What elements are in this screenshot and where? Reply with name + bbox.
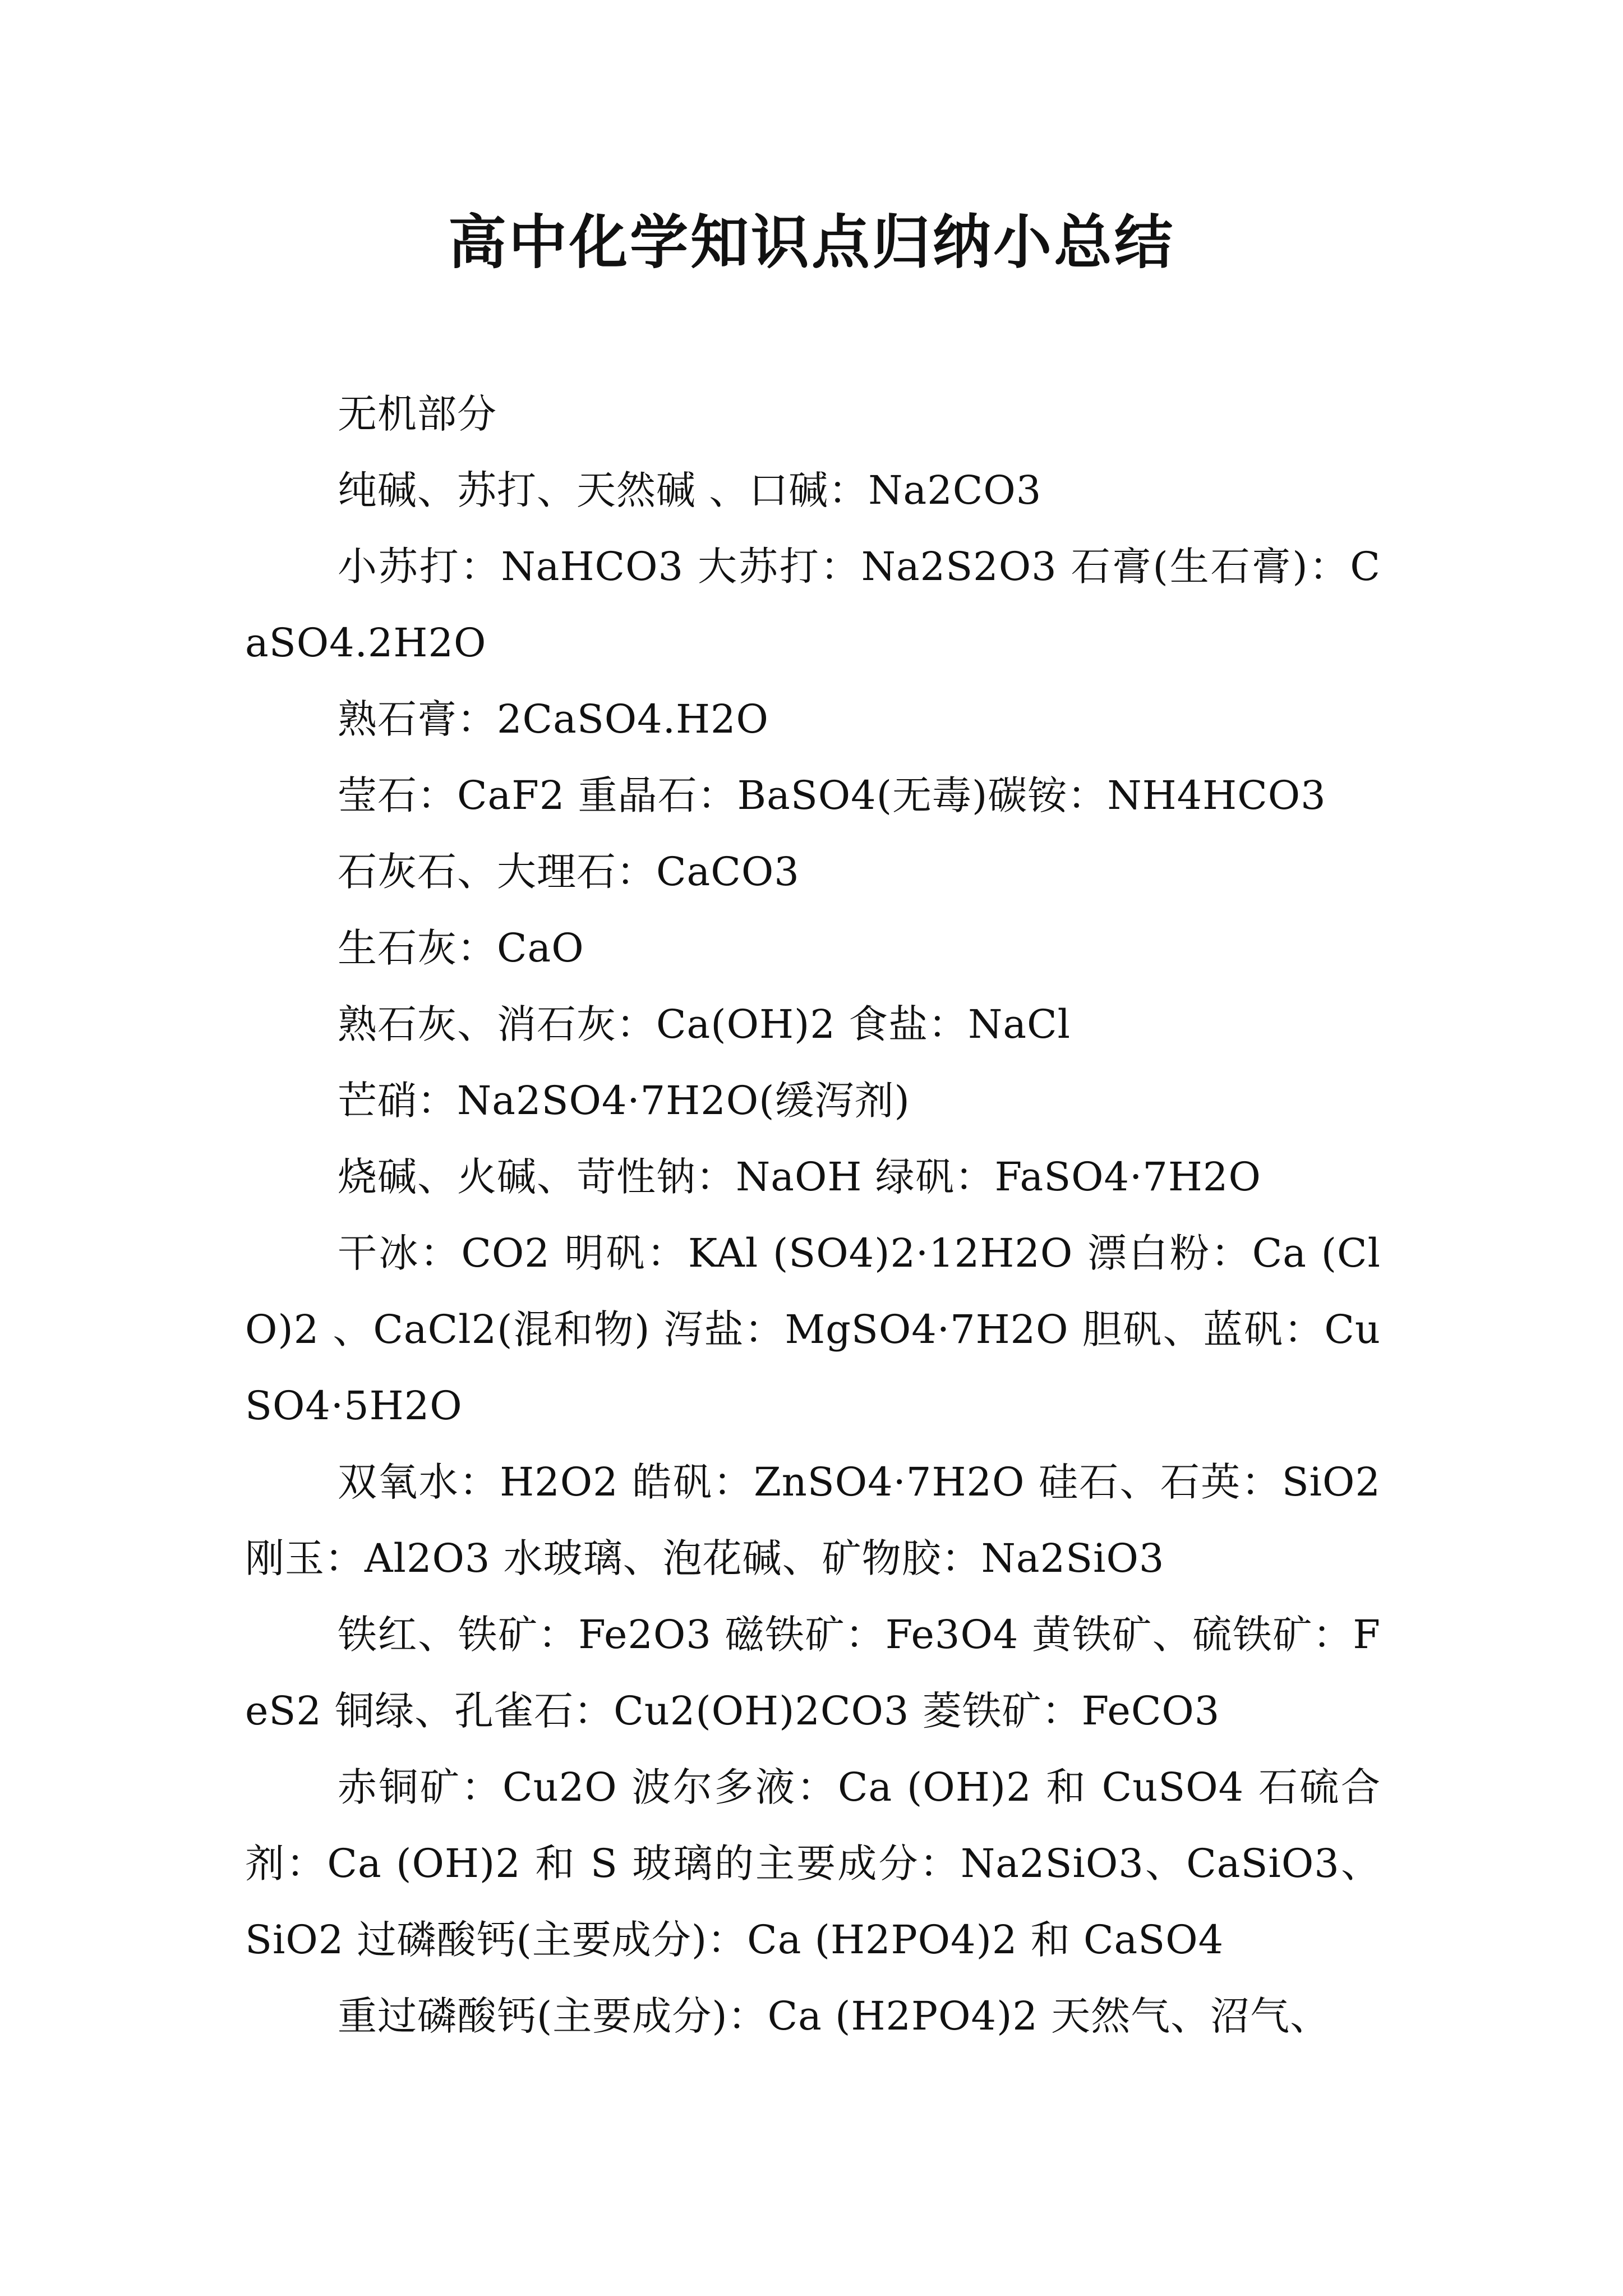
paragraph: 莹石：CaF2 重晶石：BaSO4(无毒)碳铵：NH4HCO3 [338, 772, 1326, 818]
paragraph: 生石灰：CaO [338, 925, 584, 971]
paragraph: 石灰石、大理石：CaCO3 [338, 849, 800, 895]
paragraph: 铁红、铁矿：Fe2O3 磁铁矿：Fe3O4 黄铁矿、硫铁矿：FeS2 铜绿、孔雀石：Cu2(OH)2CO3 菱铁矿：FeCO3 [245, 1612, 1381, 1734]
document-title: 高中化学知识点归纳小总结 [448, 208, 1175, 277]
paragraph: 芒硝：Na2SO4·7H2O(缓泻剂) [338, 1078, 910, 1124]
paragraph: 纯碱、苏打、天然碱 、口碱：Na2CO3 [338, 467, 1042, 513]
paragraph: 赤铜矿：Cu2O 波尔多液：Ca (OH)2 和 CuSO4 石硫合剂：Ca (OH)2 和 S 玻璃的主要成分：Na2SiO3、CaSiO3、SiO2 过磷酸钙(主要成分)：Ca (H2PO4)2 和 CaSO4 [245, 1764, 1381, 1963]
paragraph: 熟石灰、消石灰：Ca(OH)2 食盐：NaCl [338, 1001, 1071, 1047]
document-body [245, 376, 1381, 2054]
paragraph: 重过磷酸钙(主要成分)：Ca (H2PO4)2 天然气、沼气、 [338, 1993, 1330, 2039]
paragraph: 熟石膏：2CaSO4.H2O [338, 696, 769, 742]
paragraph: 无机部分 [338, 391, 497, 437]
paragraph: 干冰：CO2 明矾：KAl (SO4)2·12H2O 漂白粉：Ca (ClO)2 、CaCl2(混和物) 泻盐：MgSO4·7H2O 胆矾、蓝矾：CuSO4·5H2O [245, 1230, 1381, 1429]
paragraph: 双氧水：H2O2 皓矾：ZnSO4·7H2O 硅石、石英：SiO2 刚玉：Al2O3 水玻璃、泡花碱、矿物胶：Na2SiO3 [245, 1459, 1381, 1581]
paragraph: 烧碱、火碱、苛性钠：NaOH 绿矾：FaSO4·7H2O [338, 1154, 1261, 1200]
paragraph: 小苏打：NaHCO3 大苏打：Na2S2O3 石膏(生石膏)：CaSO4.2H2O [245, 544, 1381, 666]
